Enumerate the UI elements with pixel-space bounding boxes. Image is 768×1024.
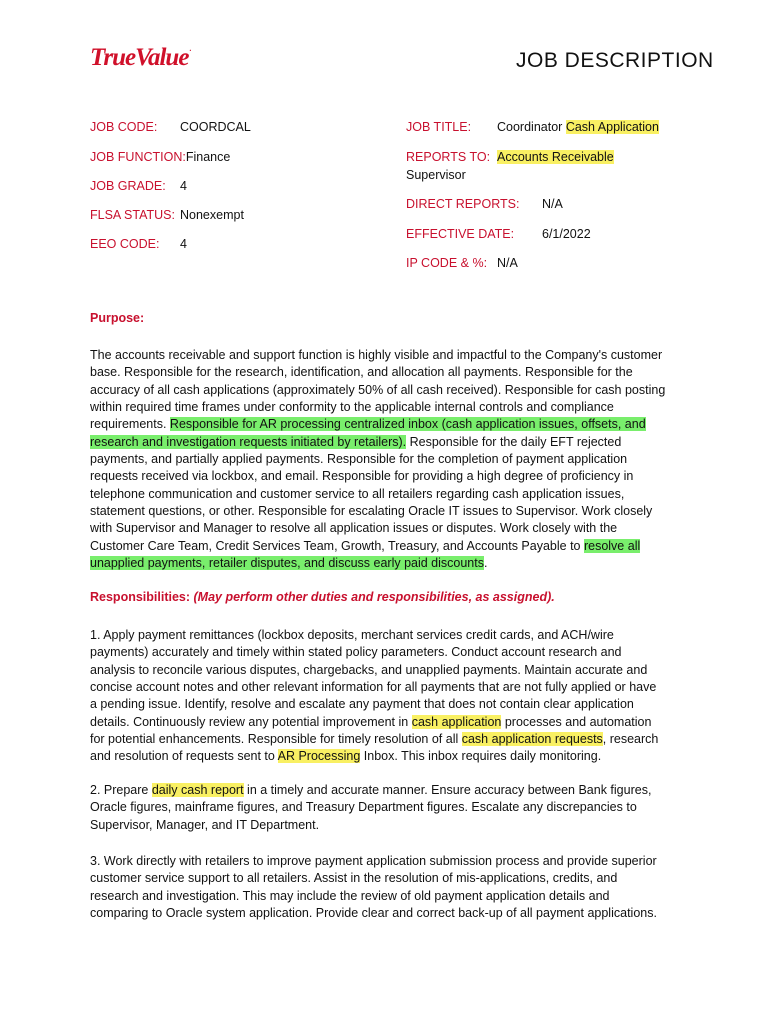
- list-item-line: 3. Work directly with retailers to improve payment application submission process and provide superior: [90, 854, 657, 868]
- purpose-line: payments, and partially applied payments. Responsible for the completion of payment application: [90, 452, 628, 467]
- field-direct-reports: DIRECT REPORTS: N/A: [406, 197, 563, 211]
- list-item-line: details. Continuously review any potential improvement in cash application processes and automation: [90, 714, 652, 729]
- field-job-title: JOB TITLE: Coordinator Cash Application: [406, 120, 659, 134]
- list-item-line: concise account notes and other relevant information for all payments that are not fully applied or have: [90, 680, 657, 695]
- purpose-line: research and investigation requests initiated by retailers). Responsible for the daily EFT rejected: [90, 434, 622, 449]
- purpose-line: base. Responsible for the research, identification, and allocation all payments. Responsible for the: [90, 365, 633, 380]
- list-item-line: and resolution of requests sent to AR Processing Inbox. This inbox requires daily monitoring.: [90, 749, 602, 764]
- field-job-code: JOB CODE: COORDCAL: [90, 120, 251, 134]
- responsibility-item-2: [90, 782, 680, 834]
- purpose-paragraph: [90, 347, 680, 572]
- list-item-line: Supervisor, Manager, and IT Department.: [90, 817, 320, 832]
- purpose-heading: Purpose:: [90, 311, 145, 325]
- list-item-line: a pending issue. Identify, resolve and escalate any payment that does not contain clear application: [90, 697, 634, 712]
- responsibilities-note: (May perform other duties and responsibilities, as assigned).: [193, 590, 555, 604]
- purpose-line: telephone communication and customer service to all retailers regarding cash application issues,: [90, 486, 625, 501]
- field-job-grade: JOB GRADE: 4: [90, 179, 187, 193]
- field-reports-to: REPORTS TO: Accounts Receivable: [406, 150, 614, 164]
- purpose-line: unapplied payments, retailer disputes, and discuss early paid discounts.: [90, 556, 488, 571]
- list-item-line: payments) accurately and timely within stated policy parameters. Conduct account research and: [90, 645, 622, 660]
- list-item-line: for potential enhancements. Responsible for timely resolution of all cash application requests, research: [90, 732, 659, 747]
- purpose-line: Customer Care Team, Credit Services Team, Growth, Treasury, and Accounts Payable to resolve all: [90, 538, 641, 553]
- list-item-line: analysis to reconcile various disputes, chargebacks, and unapplied payments. Maintain accurate and: [90, 662, 648, 677]
- field-eeo-code: EEO CODE: 4: [90, 237, 187, 251]
- responsibility-item-1: [90, 627, 680, 766]
- purpose-line: statement questions, or other. Responsible for escalating Oracle IT issues to Supervisor. Work closely: [90, 504, 653, 519]
- list-item-line: comparing to Oracle system application. Provide clear and correct back-up of all payment applications.: [90, 906, 657, 921]
- purpose-line: The accounts receivable and support function is highly visible and impactful to the Company's customer: [90, 348, 663, 362]
- purpose-line: with Supervisor and Manager to resolve all application issues or disputes. Work closely with the: [90, 521, 618, 536]
- list-item-line: 2. Prepare daily cash report in a timely and accurate manner. Ensure accuracy between Bank figures,: [90, 783, 652, 797]
- responsibility-item-3: [90, 853, 680, 922]
- document-title: JOB DESCRIPTION: [516, 49, 714, 72]
- list-item-line: Oracle figures, mainframe figures, and Treasury Department figures. Escalate any discrepancies to: [90, 800, 637, 815]
- responsibilities-heading: Responsibilities: (May perform other duties and responsibilities, as assigned).: [90, 590, 555, 604]
- list-item-line: customer service support to all retailers. Assist in the resolution of mis-applications, credits, and: [90, 871, 618, 886]
- field-effective-date: EFFECTIVE DATE: 6/1/2022: [406, 227, 591, 241]
- purpose-line: accuracy of all cash applications (approximately 50% of all cash received). Responsible for cash posting: [90, 382, 666, 397]
- field-flsa-status: FLSA STATUS: Nonexempt: [90, 208, 244, 222]
- true-value-logo: TrueValue.: [90, 44, 191, 71]
- field-ip-code: IP CODE & %: N/A: [406, 256, 518, 270]
- purpose-line: requests received via lockbox, and email. Responsible for providing a high degree of proficiency in: [90, 469, 634, 484]
- field-job-function: JOB FUNCTION:Finance: [90, 150, 231, 164]
- list-item-line: research and investigation. This may include the review of old payment application details and: [90, 888, 610, 903]
- purpose-line: within required time frames under conformity to the applicable internal controls and compliance: [90, 400, 614, 415]
- field-reports-to-line2: Supervisor: [406, 168, 466, 182]
- purpose-line: requirements. Responsible for AR processing centralized inbox (cash application issues, offsets, and: [90, 417, 646, 432]
- list-item-line: 1. Apply payment remittances (lockbox deposits, merchant services credit cards, and ACH/wire: [90, 628, 614, 642]
